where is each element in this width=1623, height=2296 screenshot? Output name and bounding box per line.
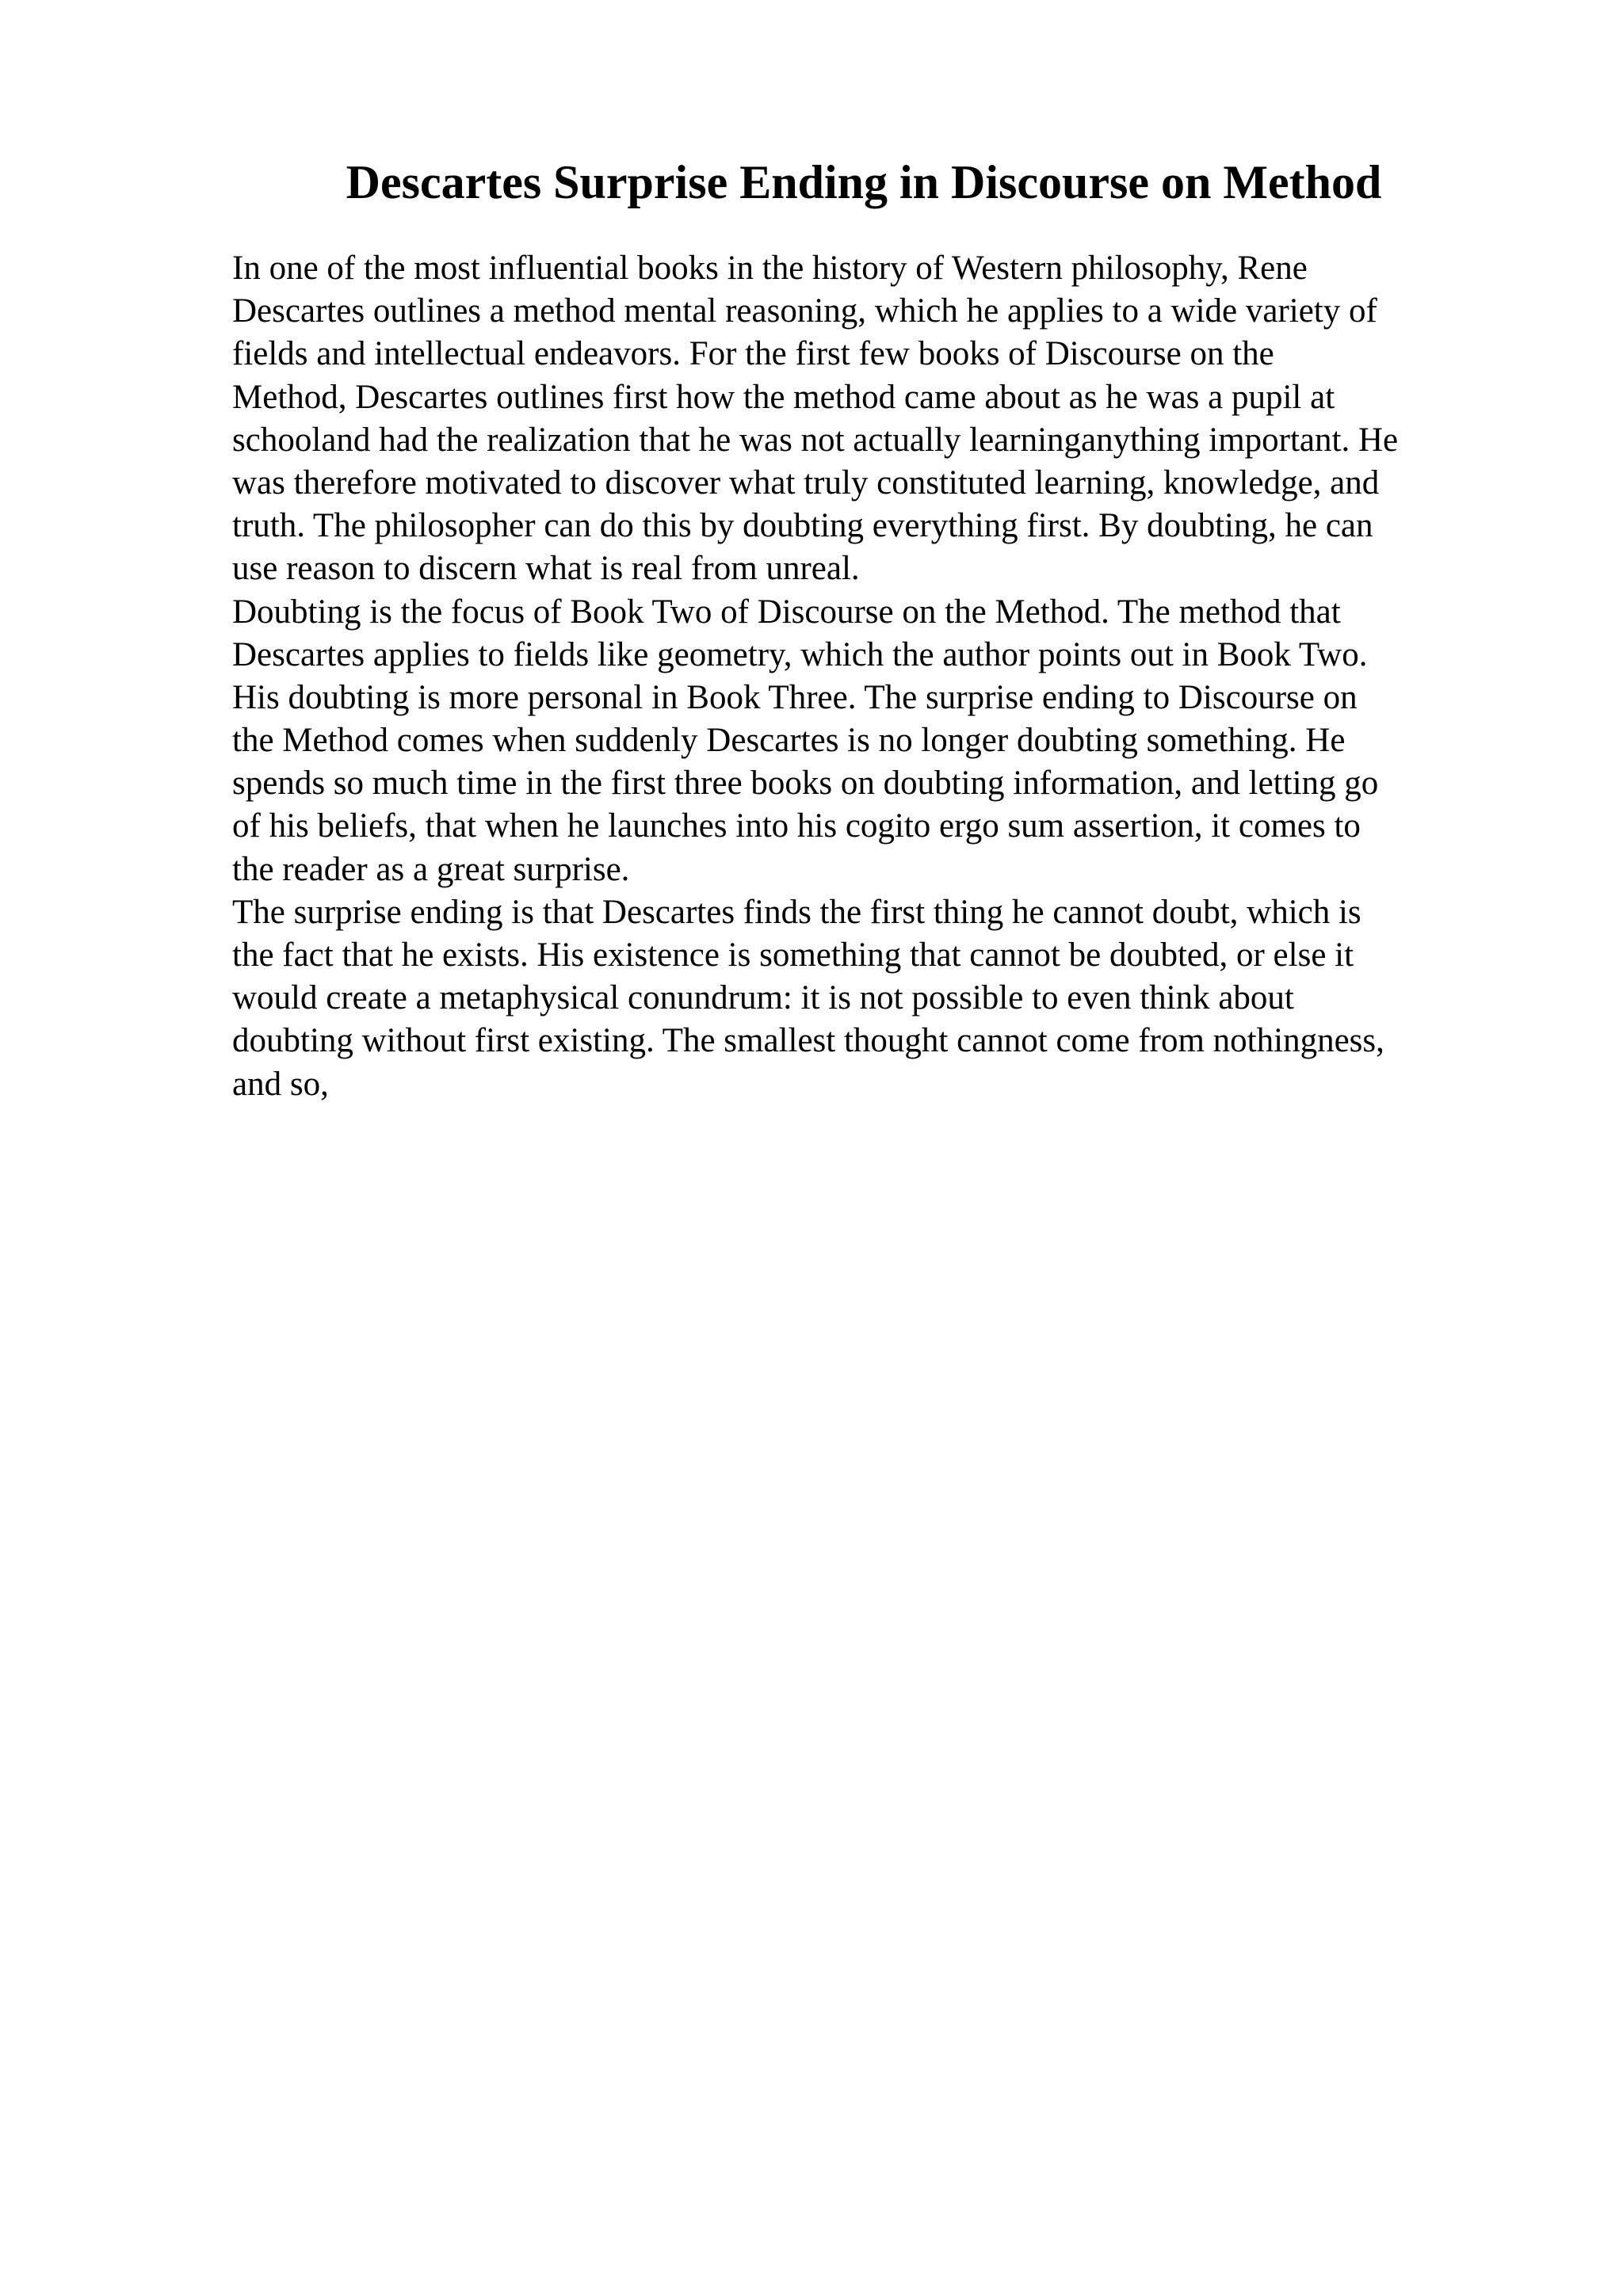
text-line: of his beliefs, that when he launches into his cogito ergo sum assertion, it comes to <box>232 807 1361 845</box>
text-line: doubting without first existing. The smallest thought cannot come from nothingness, <box>232 1022 1384 1060</box>
paragraph-3 <box>232 891 1516 1106</box>
text-line: was therefore motivated to discover what truly constituted learning, knowledge, and <box>232 463 1380 502</box>
text-line: the reader as a great surprise. <box>232 850 630 888</box>
paragraph-1 <box>232 247 1516 591</box>
text-line: the fact that he exists. His existence is something that cannot be doubted, or else it <box>232 936 1354 974</box>
text-line: The surprise ending is that Descartes finds the first thing he cannot doubt, which is <box>232 893 1361 931</box>
text-line: Descartes outlines a method mental reasoning, which he applies to a wide variety of <box>232 292 1377 330</box>
document-body <box>232 247 1516 1106</box>
text-line: Descartes applies to fields like geometry, which the author points out in Book Two. <box>232 635 1368 673</box>
text-line: Doubting is the focus of Book Two of Discourse on the Method. The method that <box>232 593 1341 631</box>
text-line: truth. The philosopher can do this by doubting everything first. By doubting, he can <box>232 507 1373 545</box>
text-line: would create a metaphysical conundrum: it is not possible to even think about <box>232 979 1294 1017</box>
text-line: spends so much time in the first three books on doubting information, and letting go <box>232 765 1379 803</box>
text-line: Method, Descartes outlines first how the method came about as he was a pupil at <box>232 378 1335 416</box>
text-line: schooland had the realization that he was not actually learninganything important. He <box>232 421 1399 459</box>
text-line: His doubting is more personal in Book Three. The surprise ending to Discourse on <box>232 678 1358 716</box>
text-line: fields and intellectual endeavors. For the first few books of Discourse on the <box>232 335 1274 373</box>
text-line: and so, <box>232 1065 329 1103</box>
text-line: In one of the most influential books in the history of Western philosophy, Rene <box>232 250 1308 287</box>
page-title: Descartes Surprise Ending in Discourse on Method <box>346 156 1382 208</box>
text-line: use reason to discern what is real from unreal. <box>232 550 860 588</box>
paragraph-2 <box>232 591 1516 891</box>
text-line: the Method comes when suddenly Descartes is no longer doubting something. He <box>232 722 1346 760</box>
